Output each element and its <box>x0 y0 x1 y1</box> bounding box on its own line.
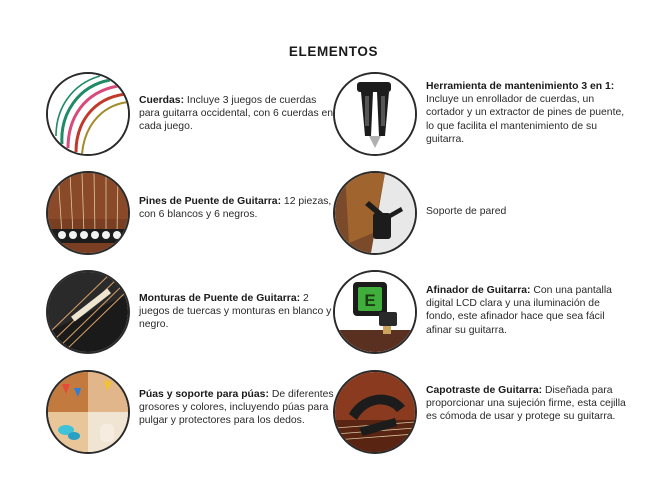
item-name: Afinador de Guitarra: <box>426 285 531 296</box>
item-text: Incluye un enrollador de cuerdas, un cortador y un extractor de pines de puente, lo que facilita el mantenimiento de su guitarra. <box>426 94 625 145</box>
item-description <box>139 292 339 332</box>
item-description <box>426 80 631 146</box>
item-name: Monturas de Puente de Guitarra: <box>139 293 301 304</box>
item-name: Púas y soporte para púas: <box>139 389 269 400</box>
item-text: Soporte de pared <box>426 206 507 217</box>
item-text: 12 piezas, con 6 blancos y 6 negros. <box>139 196 332 221</box>
item-description <box>139 94 339 134</box>
item-maintenance-tool <box>333 72 653 158</box>
strings-image <box>46 72 130 156</box>
bridge-saddle-image <box>46 270 130 354</box>
maintenance-tool-image <box>333 72 417 156</box>
bridge-pins-image <box>46 171 130 255</box>
item-description <box>139 388 339 428</box>
item-text: De diferentes grosores y colores, incluyendo púas para pulgar y protectores para los dedos. <box>139 389 334 427</box>
item-description <box>426 384 631 424</box>
item-strings <box>46 72 366 158</box>
item-wall-hanger <box>333 171 653 257</box>
item-description <box>426 205 626 218</box>
picks-image <box>46 370 130 454</box>
wall-hanger-image <box>333 171 417 255</box>
item-name: Herramienta de mantenimiento 3 en 1: <box>426 81 615 92</box>
item-description <box>426 284 631 337</box>
item-bridge-saddle <box>46 270 366 356</box>
item-text: Con una pantalla digital LCD clara y una iluminación de fondo, este afinador hace que sea fácil afinar su guitarra. <box>426 285 612 336</box>
item-text: Diseñada para proporcionar una sujeción firme, esta cejilla es cómoda de usar y protege su guitarra. <box>426 385 626 423</box>
item-bridge-pins <box>46 171 366 257</box>
item-picks <box>46 370 366 456</box>
tuner-display-note: E <box>364 291 376 310</box>
item-name: Capotraste de Guitarra: <box>426 385 543 396</box>
tuner-image <box>333 270 417 354</box>
item-tuner <box>333 270 653 356</box>
item-text: Incluye 3 juegos de cuerdas para guitarra occidental, con 6 cuerdas en cada juego. <box>139 95 334 133</box>
item-text: 2 juegos de tuercas y monturas en blanco y negro. <box>139 293 332 331</box>
item-name: Pines de Puente de Guitarra: <box>139 196 282 207</box>
item-name: Cuerdas: <box>139 95 185 106</box>
capo-image <box>333 370 417 454</box>
item-description <box>139 195 339 221</box>
item-capo <box>333 370 653 456</box>
page-title: ELEMENTOS <box>288 44 379 59</box>
